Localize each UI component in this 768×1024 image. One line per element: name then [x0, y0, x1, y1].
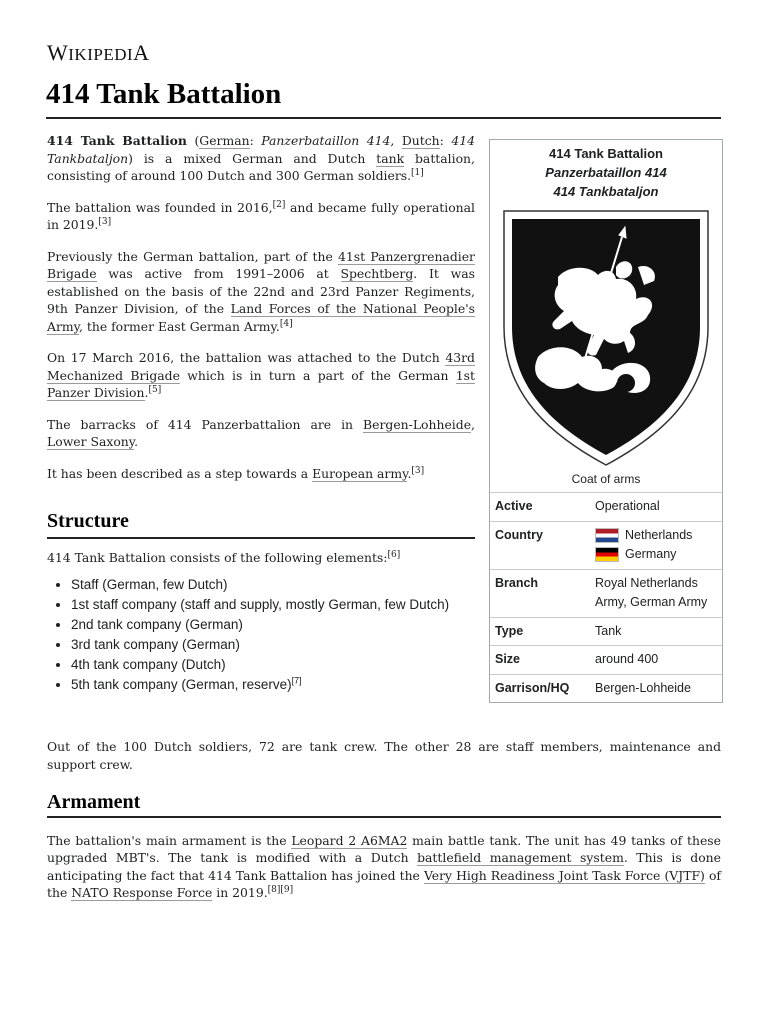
link-1st-panzer-division[interactable]: 1st Panzer Division: [47, 367, 475, 400]
row-value: around 400: [590, 646, 722, 675]
netherlands-flag-icon: [595, 528, 619, 543]
armament-section: [47, 791, 721, 916]
intro-text-b: battalion, consisting of around 100 Dutch and 300 German soldiers.: [47, 150, 475, 183]
link-nato-response-force[interactable]: NATO Response Force: [71, 885, 213, 900]
ref-2[interactable]: [2]: [272, 199, 286, 210]
row-value: [590, 521, 722, 569]
ref-1[interactable]: [1]: [411, 167, 424, 178]
link-tank[interactable]: tank: [376, 150, 405, 166]
row-value[interactable]: Royal Netherlands Army, German Army: [590, 569, 722, 617]
link-leopard[interactable]: Leopard 2 A6MA2: [291, 832, 408, 848]
coat-of-arms-image[interactable]: [490, 201, 722, 472]
p3-text-d: , the former East German Army.: [78, 318, 280, 334]
p3-text-c: . It was established on the basis of the 22nd and 23rd Panzer Regiments, 9th Panzer Division, of the: [47, 266, 475, 316]
ref-8[interactable]: [8]: [267, 884, 281, 895]
article-body-top: [47, 132, 475, 496]
armament-heading: Armament: [47, 794, 721, 818]
list-item-text: 5th tank company (German, reserve): [71, 676, 292, 692]
link-41st-brigade[interactable]: 41st Panzergrenadier Brigade: [47, 248, 475, 281]
list-item: [71, 675, 475, 695]
european-army-paragraph: [47, 465, 475, 483]
infobox-row-country: [490, 521, 722, 569]
ref-7[interactable]: [7]: [291, 675, 302, 685]
infobox-row-type: [490, 617, 722, 646]
p3-text-b: was active from 1991–2006 at: [108, 266, 329, 281]
ref-9[interactable]: [9]: [280, 884, 294, 895]
founded-paragraph: [47, 199, 475, 234]
dutch-soldiers-paragraph: Out of the 100 Dutch soldiers, 72 are tank crew. The other 28 are staff members, maintenance and support crew.: [47, 739, 721, 772]
link-battlefield-management[interactable]: battlefield management system: [417, 850, 624, 865]
wikipedia-logo[interactable]: [47, 40, 150, 66]
row-label: Country: [490, 521, 590, 569]
structure-intro-text: 414 Tank Battalion consists of the following elements:: [47, 550, 388, 565]
dutch-soldiers-paragraph-wrap: [47, 738, 721, 787]
structure-section: [47, 510, 475, 695]
ref-5[interactable]: [5]: [148, 384, 162, 395]
country-germany[interactable]: Germany: [625, 547, 677, 561]
intro-bold-name: 414 Tank Battalion: [47, 133, 187, 148]
page-title: 414 Tank Battalion: [46, 78, 721, 119]
list-item-text: Staff (German, few Dutch): [71, 576, 228, 592]
p4-text-a: On 17 March 2016, the battalion was attached to the Dutch: [47, 350, 440, 365]
link-european-army[interactable]: European army: [312, 465, 408, 481]
row-label: Branch: [490, 569, 590, 617]
infobox-table: [490, 492, 722, 702]
arm-text-a: The battalion's main armament is the: [47, 832, 287, 848]
ref-3b[interactable]: [3]: [411, 465, 425, 476]
intro-text-a: is a mixed German and Dutch: [143, 150, 366, 166]
p2-text-a: The battalion was founded in 2016,: [47, 199, 273, 215]
intro-paragraph: 414 Tank Battalion (German: Panzerbataillon 414, Dutch: 414 Tankbataljon) is a mixed German and Dutch tank battalion, consisting of around 100 Dutch and 300 German soldiers.[1]: [47, 133, 475, 183]
link-43rd-brigade[interactable]: 43rd Mechanized Brigade: [47, 350, 475, 383]
list-item: [71, 655, 475, 675]
structure-list: [47, 575, 475, 695]
row-value: Operational: [590, 493, 722, 522]
arm-text-d: of the: [47, 867, 721, 900]
infobox-row-branch: [490, 569, 722, 617]
link-land-forces[interactable]: Land Forces of the National People's Army: [47, 301, 475, 334]
ref-3[interactable]: [3]: [98, 216, 112, 227]
row-value[interactable]: Bergen-Lohheide: [590, 674, 722, 702]
structure-intro: [47, 549, 475, 567]
infobox-row-active: [490, 493, 722, 522]
list-item: [71, 615, 475, 635]
row-label: Size: [490, 646, 590, 675]
history-paragraph: [47, 248, 475, 336]
barracks-paragraph: The barracks of 414 Panzerbattalion are in Bergen-Lohheide, Lower Saxony.: [47, 416, 475, 449]
p6-text-b: .: [407, 465, 412, 481]
p5-text-a: The barracks of 414 Panzerbattalion are in: [47, 416, 354, 432]
list-item-text: 4th tank company (Dutch): [71, 656, 226, 672]
list-item: [71, 575, 475, 595]
german-name: Panzerbataillon 414: [261, 133, 391, 148]
row-value: Tank: [590, 617, 722, 646]
p4-text-b: which is in turn a part of the German: [187, 367, 449, 383]
list-item-text: 1st staff company (staff and supply, mostly German, few Dutch): [71, 596, 450, 612]
arm-text-b: main battle tank. The unit has 49 tanks of these upgraded MBT's. The tank is modified with a Dutch: [47, 832, 721, 865]
arm-text-c: . This is done anticipating the fact that 414 Tank Battalion has joined the: [47, 850, 721, 883]
country-netherlands[interactable]: Netherlands: [625, 527, 693, 542]
coat-of-arms-shield: [498, 207, 714, 469]
list-item-text: 2nd tank company (German): [71, 616, 243, 632]
link-german[interactable]: German: [199, 133, 250, 148]
infobox: [489, 139, 723, 703]
p5-text-b: .: [134, 434, 139, 449]
p4-text-c: .: [144, 385, 149, 400]
infobox-title-main: 414 Tank Battalion: [549, 146, 663, 161]
row-label: Type: [490, 617, 590, 646]
link-spechtberg[interactable]: Spechtberg: [340, 266, 414, 281]
infobox-caption: Coat of arms: [571, 472, 641, 486]
link-vjtf[interactable]: Very High Readiness Joint Task Force (VJTF): [423, 867, 705, 883]
p3-text-a: Previously the German battalion, part of the: [47, 248, 333, 264]
ref-6[interactable]: [6]: [387, 549, 401, 560]
p6-text-a: It has been described as a step towards a: [47, 465, 309, 481]
structure-heading: Structure: [47, 510, 475, 539]
logo-text-first: W: [47, 40, 69, 65]
infobox-title-dutch: 414 Tankbataljon: [553, 184, 659, 199]
germany-flag-icon: [595, 547, 619, 562]
armament-paragraph: [47, 832, 721, 902]
infobox-title: [490, 140, 722, 201]
attachment-paragraph: [47, 349, 475, 402]
list-item: [71, 595, 475, 615]
infobox-title-german: Panzerbataillon 414: [545, 165, 667, 180]
logo-text-last: A: [133, 40, 150, 65]
ref-4[interactable]: [4]: [279, 318, 293, 329]
link-bergen-lohheide[interactable]: Bergen-Lohheide: [363, 416, 472, 432]
list-item: [71, 635, 475, 655]
link-dutch[interactable]: Dutch: [401, 133, 440, 148]
logo-text-mid: IKIPEDI: [68, 45, 134, 64]
dutch-name: 414 Tankbataljon: [47, 133, 475, 166]
link-lower-saxony[interactable]: Lower Saxony: [47, 434, 135, 449]
arm-text-e: in 2019.: [216, 885, 268, 900]
row-label: Garrison/HQ: [490, 674, 590, 702]
infobox-row-size: [490, 646, 722, 675]
p2-text-b: and became fully operational in 2019.: [47, 199, 475, 232]
list-item-text: 3rd tank company (German): [71, 636, 240, 652]
row-label: Active: [490, 493, 590, 522]
infobox-row-garrison: [490, 674, 722, 702]
